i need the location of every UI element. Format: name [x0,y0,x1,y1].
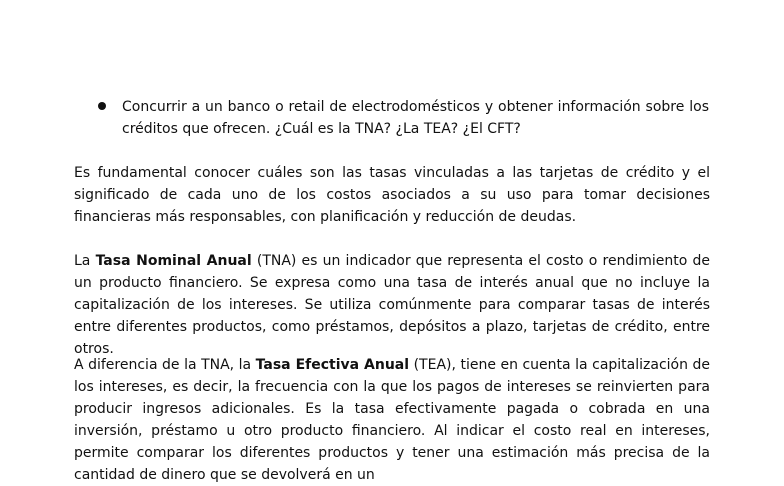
paragraph-tna [74,250,710,360]
paragraph-importance: Es fundamental conocer cuáles son las tasas vinculadas a las tarjetas de crédito y el significado de cada uno de los costos asociados a su uso para tomar decisiones financieras más responsables, con planificación y reducción de deudas. [74,165,710,225]
tna-prefix: La [74,253,96,269]
tna-definition: (TNA) es un indicador que representa el costo o rendimiento de un producto financiero. Se expresa como una tasa de interés anual que no incluye la capitalización de los intereses. Se utiliza comúnmente para comparar tasas de interés entre diferentes productos, como préstamos, depósitos a plazo, tarjetas de crédito, entre otros. [74,253,710,357]
tea-term: Tasa Efectiva Anual [255,357,410,373]
tea-prefix: A diferencia de la TNA, la [74,357,256,373]
bullet-text: Concurrir a un banco o retail de electrodomésticos y obtener información sobre los créditos que ofrecen. ¿Cuál es la TNA? ¿La TEA? ¿El CFT? [122,99,709,137]
tna-term: Tasa Nominal Anual [95,253,252,269]
tea-definition: (TEA), tiene en cuenta la capitalización de los intereses, es decir, la frecuencia con la que los pagos de intereses se reinvierten para producir ingresos adicionales. Es la tasa efectivamente pagada o cobrada en una inversión, préstamo u otro producto financiero. Al indicar el costo real en intereses, permite comparar los diferentes productos y tener una estimación más precisa de la cantidad de dinero que se devolverá en un [74,357,711,483]
bullet-icon [98,102,106,110]
paragraph-tea [74,354,710,486]
